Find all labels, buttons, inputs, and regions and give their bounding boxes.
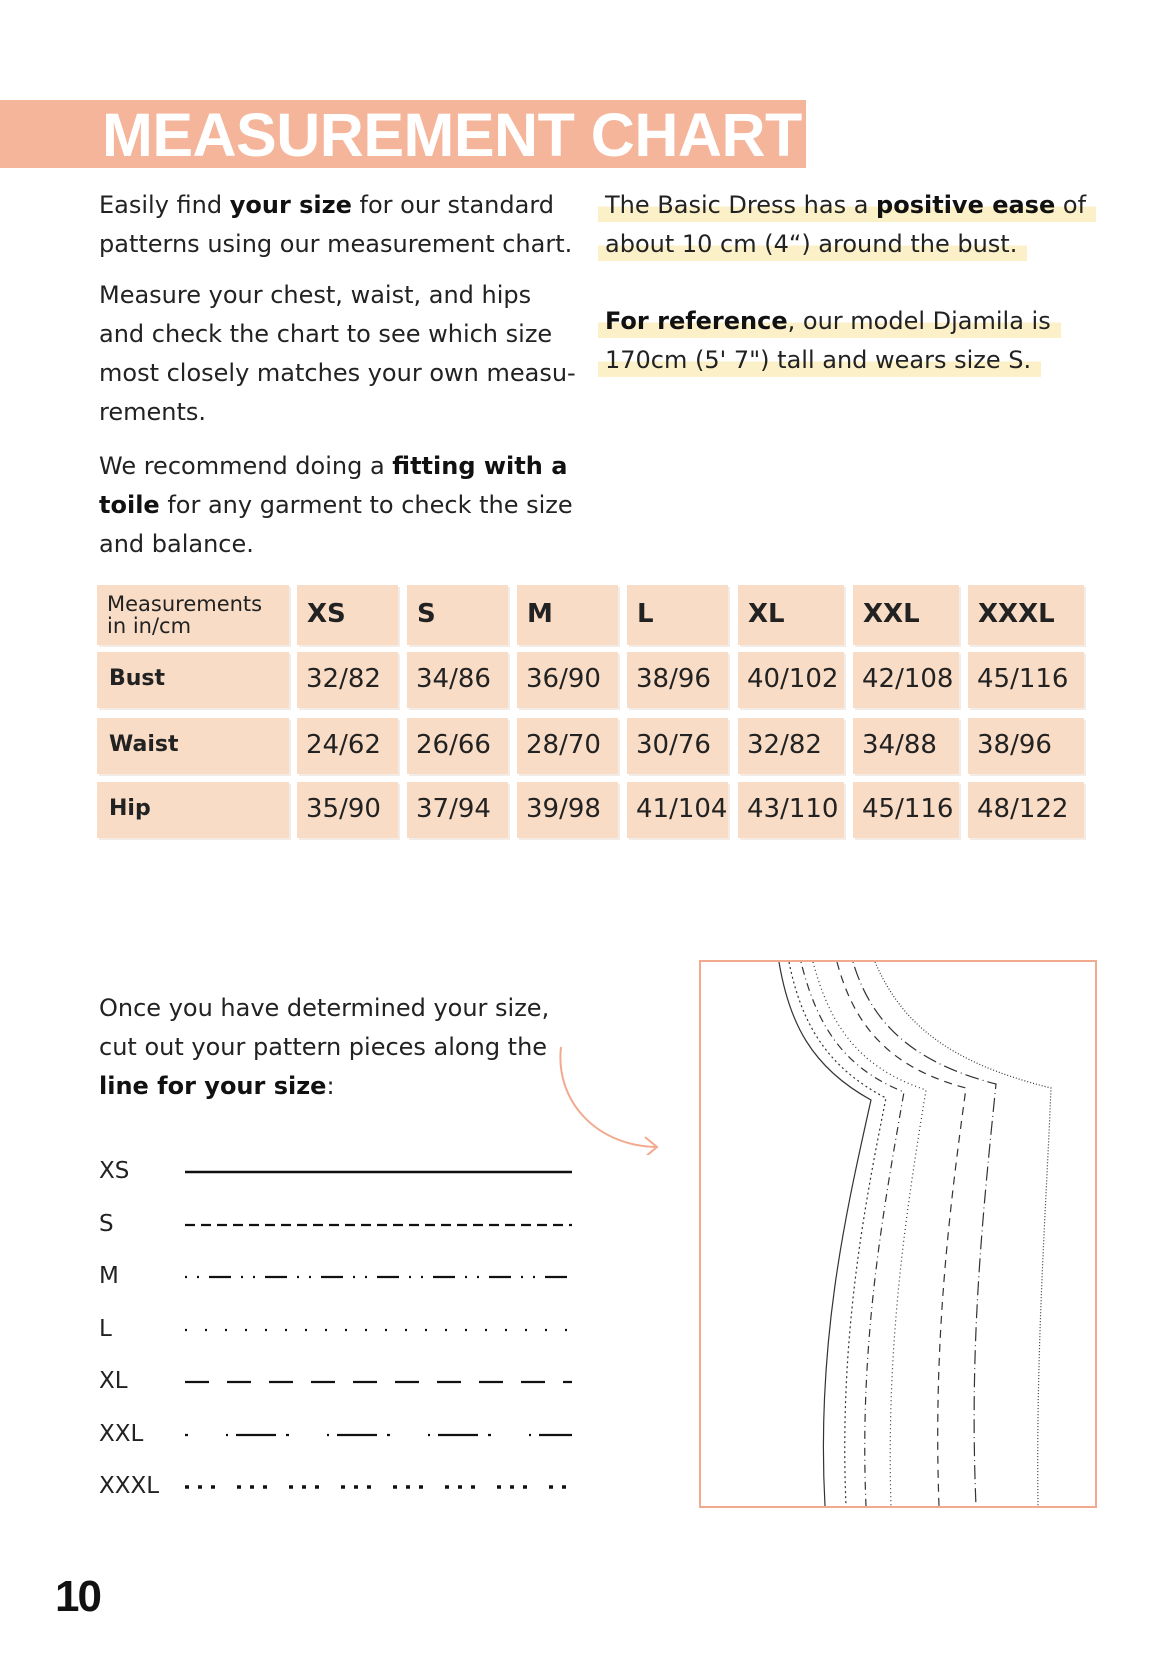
legend-line-sample [185,1324,582,1336]
row-label-bust [97,652,289,708]
legend-size-label: M [99,1263,119,1289]
intro-paragraph-2 [99,276,576,432]
emphasis: your size [229,191,352,219]
table-cell [738,718,844,774]
table-cell [517,782,618,838]
cell-value: 43/110 [747,794,839,824]
table-cell [517,652,618,708]
table-cell [517,718,618,774]
size-header-xxxl [968,585,1084,645]
size-header-xl [738,585,844,645]
size-header-s [407,585,508,645]
legend-size-label: XS [99,1158,130,1184]
cell-value: 45/116 [977,664,1069,694]
text: and check the chart to see which size [99,320,553,348]
table-cell [297,718,398,774]
legend-line-sample [185,1376,582,1388]
text: : [326,1072,335,1100]
page-number: 10 [55,1572,100,1621]
table-cell [627,782,728,838]
table-cell [968,652,1084,708]
legend-size-label: XL [99,1368,128,1394]
table-corner-header [97,585,289,645]
size-header-xs [297,585,398,645]
size-label: L [637,599,654,629]
size-header-l [627,585,728,645]
pattern-lines-illustration [701,962,1095,1506]
size-label: S [417,599,436,629]
table-cell [627,718,728,774]
pattern-line-xxxl [875,962,1051,1506]
cell-value: 34/86 [416,664,491,694]
row-label-text: Waist [109,732,179,757]
table-cell [853,652,959,708]
page-title: MEASUREMENT CHART [102,101,802,169]
cell-value: 38/96 [636,664,711,694]
curved-arrow-icon [555,1045,665,1155]
size-label: XXXL [978,599,1055,629]
highlighted-line [598,186,1096,225]
cell-value: 40/102 [747,664,839,694]
table-cell [297,652,398,708]
row-label-hip [97,782,289,838]
row-label-text: Hip [109,796,151,821]
cell-value: 48/122 [977,794,1069,824]
cell-value: 39/98 [526,794,601,824]
text: , our model Djamila is [787,307,1051,335]
highlighted-line [598,302,1061,341]
size-header-xxl [853,585,959,645]
corner-label: Measurements [107,592,263,616]
pattern-line-l [813,962,926,1506]
legend-line-sample [185,1481,582,1493]
table-cell [738,652,844,708]
text: for any garment to check the size [159,491,573,519]
legend-size-label: XXXL [99,1473,160,1499]
ease-note [598,186,1096,264]
table-cell [407,718,508,774]
text: for our standard [351,191,555,219]
emphasis: fitting with a [392,452,568,480]
emphasis: positive ease [876,191,1056,219]
table-cell [738,782,844,838]
row-label-text: Bust [109,666,166,691]
legend-line-sample [185,1271,582,1283]
corner-label: in in/cm [107,614,192,638]
text: Measure your chest, waist, and hips [99,281,532,309]
legend-size-label: L [99,1316,112,1342]
text: rements. [99,398,207,426]
cutting-instructions [99,989,549,1106]
size-header-m [517,585,618,645]
table-cell [297,782,398,838]
pattern-line-xs [779,962,871,1506]
legend-line-sample [185,1166,582,1178]
cell-value: 45/116 [862,794,954,824]
legend-size-label: XXL [99,1421,144,1447]
cell-value: 42/108 [862,664,954,694]
cell-value: 34/88 [862,730,937,760]
pattern-line-m [801,962,904,1506]
highlighted-line: about 10 cm (4“) around the bust. [598,225,1027,264]
cell-value: 24/62 [306,730,381,760]
table-cell [968,718,1084,774]
text: patterns using our measurement chart. [99,230,573,258]
text: Once you have determined your size, [99,994,550,1022]
text: cut out your pattern pieces along the [99,1033,548,1061]
cell-value: 32/82 [747,730,822,760]
pattern-line-xxl [853,962,996,1506]
table-cell [853,782,959,838]
text: and balance. [99,530,254,558]
size-label: XS [307,599,346,629]
cell-value: 38/96 [977,730,1052,760]
table-cell [968,782,1084,838]
cell-value: 28/70 [526,730,601,760]
emphasis: For reference [605,307,788,335]
cell-value: 37/94 [416,794,491,824]
table-cell [407,652,508,708]
size-label: XXL [863,599,920,629]
text: Easily find [99,191,230,219]
emphasis: toile [99,491,160,519]
size-label: XL [748,599,785,629]
cell-value: 36/90 [526,664,601,694]
legend-size-label: S [99,1211,114,1237]
text: The Basic Dress has a [605,191,877,219]
text: We recommend doing a [99,452,393,480]
cell-value: 41/104 [636,794,728,824]
text: of [1055,191,1087,219]
cell-value: 26/66 [416,730,491,760]
highlighted-line: 170cm (5' 7") tall and wears size S. [598,341,1041,380]
cell-value: 30/76 [636,730,711,760]
model-note [598,302,1061,380]
cell-value: 35/90 [306,794,381,824]
legend-line-sample [185,1219,582,1231]
legend-line-sample [185,1429,582,1441]
intro-paragraph-3 [99,447,573,564]
size-label: M [527,599,553,629]
cell-value: 32/82 [306,664,381,694]
emphasis: line for your size [99,1072,327,1100]
table-cell [407,782,508,838]
row-label-waist [97,718,289,774]
pattern-line-xl [837,962,966,1506]
table-cell [627,652,728,708]
text: most closely matches your own measu- [99,359,576,387]
table-cell [853,718,959,774]
intro-paragraph-1 [99,186,572,264]
